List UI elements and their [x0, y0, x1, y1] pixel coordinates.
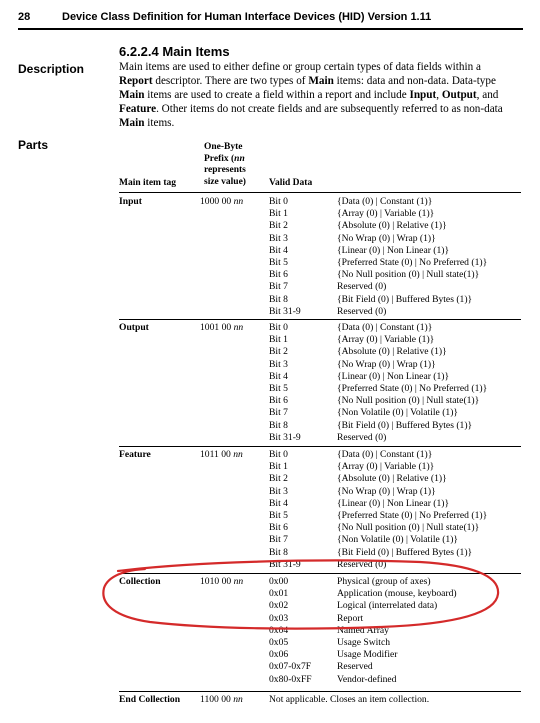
- row-bit: Bit 4: [269, 370, 288, 382]
- item-prefix-size: nn: [233, 196, 244, 207]
- row-value: Named Array: [337, 624, 389, 636]
- row-value: {No Wrap (0) | Wrap (1)}: [337, 485, 436, 497]
- row-value: Reserved (0): [337, 305, 387, 317]
- description-run: descriptor. There are two types of: [152, 75, 309, 87]
- table-rule: [119, 446, 521, 447]
- col-header-prefix-line: [204, 177, 246, 189]
- row-bit: Bit 7: [269, 534, 288, 546]
- row-value: {No Wrap (0) | Wrap (1)}: [337, 232, 436, 244]
- row-value: {Preferred State (0) | No Preferred (1)}: [337, 383, 488, 394]
- description-run: Output: [441, 89, 477, 101]
- description-run: , and: [476, 89, 499, 101]
- row-value: Usage Switch: [337, 637, 391, 648]
- header-title: Device Class Definition for Human Interface Devices (HID) Version 1.11: [62, 11, 432, 23]
- page-number: 28: [18, 11, 31, 23]
- description-run: Report: [119, 75, 153, 87]
- item-prefix-size: nn: [233, 322, 244, 333]
- row-bit: Bit 7: [269, 407, 288, 419]
- item-prefix: 1011 00 nn: [200, 449, 243, 460]
- row-bit: Bit 2: [269, 473, 288, 485]
- item-tag: Feature: [119, 449, 151, 460]
- row-value: {Linear (0) | Non Linear (1)}: [337, 370, 450, 382]
- row-bit: Not applicable. Closes an item collection.: [269, 694, 430, 705]
- row-value: {Array (0) | Variable (1)}: [337, 334, 435, 346]
- item-prefix-size: nn: [233, 694, 243, 705]
- row-bit: Bit 5: [269, 510, 288, 521]
- col-header-prefix-segment: size value): [204, 176, 246, 187]
- row-bit: Bit 5: [269, 383, 288, 394]
- row-bit: Bit 8: [269, 419, 288, 431]
- row-value: Reserved: [337, 661, 373, 673]
- description-label: Description: [18, 62, 85, 76]
- row-bit: Bit 2: [269, 346, 288, 358]
- row-bit: Bit 31-9: [269, 305, 301, 317]
- row-value: {No Wrap (0) | Wrap (1)}: [337, 358, 436, 370]
- row-bit: 0x80-0xFF: [269, 673, 312, 685]
- item-prefix-size: nn: [233, 449, 243, 460]
- item-tag: Output: [119, 322, 149, 333]
- row-bit: 0x07-0x7F: [269, 661, 312, 673]
- row-value: {Array (0) | Variable (1)}: [337, 461, 435, 473]
- row-value: Report: [337, 612, 364, 624]
- parts-label: Parts: [18, 138, 49, 152]
- row-bit: Bit 0: [269, 322, 288, 333]
- row-value: {Data (0) | Constant (1)}: [337, 449, 433, 460]
- description-run: items are used to create a field within a report and include: [144, 89, 410, 101]
- description-run: Main: [308, 75, 334, 87]
- row-bit: Bit 1: [269, 461, 288, 473]
- row-bit: Bit 31-9: [269, 558, 301, 570]
- item-prefix: 1010 00 nn: [200, 576, 244, 587]
- row-bit: Bit 5: [269, 257, 288, 268]
- row-value: {No Null position (0) | Null state(1)}: [337, 395, 480, 407]
- row-bit: Bit 6: [269, 269, 288, 281]
- row-value: {Preferred State (0) | No Preferred (1)}: [337, 510, 488, 521]
- col-header-prefix-segment: nn: [234, 153, 245, 164]
- row-bit: Bit 6: [269, 395, 288, 407]
- row-bit: Bit 0: [269, 196, 288, 207]
- row-bit: 0x04: [269, 624, 289, 636]
- row-bit: Bit 3: [269, 358, 288, 370]
- row-value: Reserved (0): [337, 281, 387, 293]
- row-bit: 0x05: [269, 637, 289, 648]
- row-bit: Bit 8: [269, 546, 288, 558]
- item-prefix: 1000 00 nn: [200, 196, 244, 207]
- row-value: {Array (0) | Variable (1)}: [337, 208, 435, 220]
- row-bit: Bit 6: [269, 522, 288, 534]
- description-run: Feature: [119, 103, 157, 115]
- row-bit: Bit 2: [269, 220, 288, 232]
- table-rule: [119, 319, 521, 320]
- row-bit: Bit 1: [269, 334, 288, 346]
- row-value: {Non Volatile (0) | Volatile (1)}: [337, 534, 459, 546]
- row-value: Reserved (0): [337, 431, 387, 443]
- row-bit: Bit 1: [269, 208, 288, 220]
- item-tag: End Collection: [119, 694, 181, 705]
- row-value: {Linear (0) | Non Linear (1)}: [337, 497, 450, 509]
- item-prefix: 1001 00 nn: [200, 322, 244, 333]
- row-bit: Bit 7: [269, 281, 288, 293]
- col-header-prefix-line: [204, 142, 246, 154]
- row-value: {Data (0) | Constant (1)}: [337, 322, 433, 333]
- row-bit: 0x02: [269, 600, 289, 612]
- row-value: {Bit Field (0) | Buffered Bytes (1)}: [337, 546, 473, 558]
- item-prefix: 1100 00 nn: [200, 694, 243, 705]
- description-run: items: data and non-data. Data-type: [333, 75, 496, 87]
- row-value: {Bit Field (0) | Buffered Bytes (1)}: [337, 293, 473, 305]
- section-title: 6.2.2.4 Main Items: [119, 44, 230, 59]
- description-run: Main: [119, 89, 145, 101]
- col-header-prefix-line: [204, 154, 246, 166]
- row-value: {Bit Field (0) | Buffered Bytes (1)}: [337, 419, 473, 431]
- row-bit: 0x00: [269, 576, 289, 587]
- row-value: {Absolute (0) | Relative (1)}: [337, 346, 447, 358]
- row-value: {Absolute (0) | Relative (1)}: [337, 220, 447, 232]
- row-value: Vendor-defined: [337, 673, 397, 685]
- col-header-prefix: [204, 142, 246, 188]
- col-header-prefix-segment: represents: [204, 165, 246, 175]
- row-value: {Absolute (0) | Relative (1)}: [337, 473, 447, 485]
- row-value: Reserved (0): [337, 558, 387, 570]
- row-value: Physical (group of axes): [337, 576, 431, 587]
- row-value: {No Null position (0) | Null state(1)}: [337, 269, 480, 281]
- table-rule: [119, 691, 521, 692]
- col-header-valid: Valid Data: [269, 178, 313, 188]
- row-value: {Preferred State (0) | No Preferred (1)}: [337, 257, 488, 268]
- col-header-prefix-line: [204, 165, 246, 177]
- table-rule: [119, 573, 521, 574]
- item-prefix-size: nn: [233, 576, 244, 587]
- col-header-main: Main item tag: [119, 178, 176, 188]
- row-value: {Non Volatile (0) | Volatile (1)}: [337, 407, 459, 419]
- page-header: [18, 6, 523, 30]
- col-header-prefix-segment: One-Byte: [204, 142, 243, 152]
- row-bit: Bit 4: [269, 497, 288, 509]
- description-run: ,: [436, 89, 442, 101]
- description-run: Main: [119, 117, 145, 129]
- row-value: {Data (0) | Constant (1)}: [337, 196, 433, 207]
- description-run: items.: [144, 117, 175, 129]
- row-value: Usage Modifier: [337, 649, 398, 661]
- row-bit: Bit 0: [269, 449, 288, 460]
- table-rule: [119, 192, 521, 193]
- row-value: {No Null position (0) | Null state(1)}: [337, 522, 480, 534]
- description-run: Input: [409, 89, 437, 101]
- row-bit: 0x03: [269, 612, 289, 624]
- col-header-prefix-segment: Prefix (: [204, 153, 235, 164]
- row-value: Application (mouse, keyboard): [337, 588, 457, 600]
- description-run: . Other items do not create fields and are subsequently referred to as non-data: [156, 103, 503, 115]
- row-bit: Bit 31-9: [269, 431, 301, 443]
- row-bit: Bit 8: [269, 293, 288, 305]
- row-bit: Bit 3: [269, 232, 288, 244]
- row-bit: Bit 4: [269, 244, 288, 256]
- row-bit: 0x01: [269, 588, 289, 600]
- row-value: {Linear (0) | Non Linear (1)}: [337, 244, 450, 256]
- row-bit: 0x06: [269, 649, 289, 661]
- item-tag: Collection: [119, 576, 161, 587]
- description-run: Main items are used to either define or group certain types of data fields within a: [119, 61, 481, 73]
- item-tag: Input: [119, 196, 142, 207]
- row-bit: Bit 3: [269, 485, 288, 497]
- row-value: Logical (interrelated data): [337, 600, 438, 612]
- description-text: [119, 60, 517, 130]
